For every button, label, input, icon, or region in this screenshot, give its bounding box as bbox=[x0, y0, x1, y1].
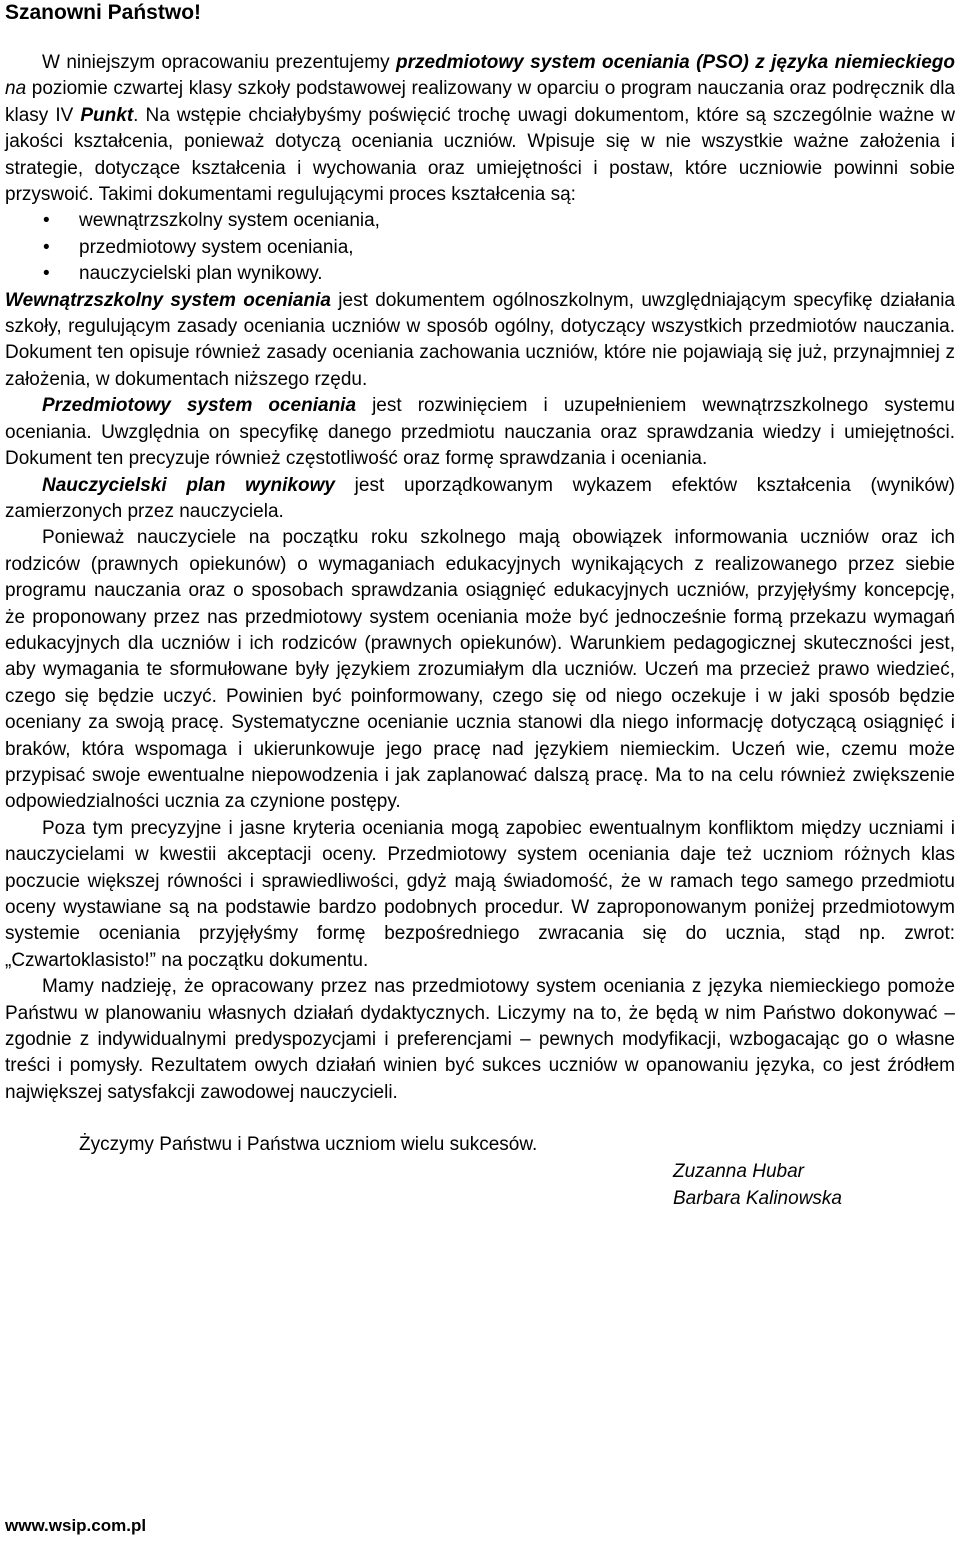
list-item bbox=[5, 261, 955, 287]
author-name: Barbara Kalinowska bbox=[673, 1187, 842, 1209]
list-item bbox=[5, 208, 955, 234]
intro-paragraph bbox=[5, 50, 955, 208]
wso-text: jest dokumentem ogólnoszkolnym, uwzględniającym specyfikę działania szkoły, regulującym zasady oceniania uczniów w sposób ogólny, dotyczący wszystkich przedmiotów nauczania. Dokument ten opisuje również zasady oceniania zachowania uczniów, które nie pojawiają się już, przynajmniej z założenia, w dokumentach niższego rzędu. bbox=[5, 289, 955, 390]
wishes-line: Życzymy Państwu i Państwa uczniom wielu sukcesów. bbox=[79, 1134, 538, 1156]
bullet-icon: • bbox=[43, 236, 50, 258]
list-item-label: nauczycielski plan wynikowy. bbox=[79, 263, 323, 285]
documents-list bbox=[5, 208, 955, 287]
signatures-block bbox=[5, 1159, 955, 1212]
wso-paragraph bbox=[5, 288, 955, 394]
intro-text-3: poziomie czwartej klasy szkoły podstawowej realizowany w oparciu o program nauczania oraz podręcznik dla klasy IV bbox=[5, 78, 955, 126]
intro-bold-punkt: Punkt bbox=[80, 104, 134, 126]
besides-paragraph: Poza tym precyzyjne i jasne kryteria oceniania mogą zapobiec ewentualnym konfliktom między uczniami i nauczycielami w kwestii akceptacji oceny. Przedmiotowy system oceniania daje też uczniom różnych klas poczucie większej równości i sprawiedliwości, gdyż mają świadomość, że w ramach tego samego przedmiotu oceny wystawiane są na podstawie bardzo podobnych procedur. W zaproponowanym poniżej przedmiotowym systemie oceniania przyjęłyśmy formę bezpośredniego zwracania się do ucznia, stąd np. zwrot: „Czwartoklasisto!” na początku dokumentu. bbox=[5, 817, 955, 971]
npw-text: jest uporządkowanym wykazem efektów kształcenia (wyników) zamierzonych przez nauczyciela. bbox=[5, 474, 955, 522]
hope-paragraph: Mamy nadzieję, że opracowany przez nas przedmiotowy system oceniania z języka niemieckiego pomoże Państwu w planowaniu własnych działań dydaktycznych. Liczymy na to, że będą w nim Państwo dokonywać – zgodnie z indywidualnymi predyspozycjami i preferencjami – pewnych modyfikacji, wzbogacając go o własne treści i pomysły. Rezultatem owych działań winien być sukces uczniów w opanowaniu języka, co jest źródłem największej satysfakcji zawodowej nauczycieli. bbox=[5, 976, 955, 1103]
list-item bbox=[5, 235, 955, 261]
pso-term: Przedmiotowy system oceniania bbox=[42, 395, 357, 417]
because-paragraph: Ponieważ nauczyciele na początku roku szkolnego mają obowiązek informowania uczniów oraz ich rodziców (prawnych opiekunów) o wymaganiach edukacyjnych wynikających z realizowanego przez siebie programu nauczania oraz o sposobach sprawdzania osiągnięć edukacyjnych uczniów, przyjęłyśmy koncepcję, że proponowany przez nas przedmiotowy system oceniania może być jednocześnie formą przekazu wymagań edukacyjnych dla uczniów i ich rodziców (prawnych opiekunów). Warunkiem pedagogicznej skuteczności jest, aby wymagania te sformułowane były językiem zrozumiałym dla uczniów. Uczeń ma przecież prawo wiedzieć, czego się będzie uczyć. Powinien być poinformowany, czego się od niego oczekuje i w jaki sposób będzie oceniany za swoją pracę. Systematyczne ocenianie ucznia stanowi dla niego informację dotyczącą osiągnięć i braków, która wspomaga i ukierunkowuje jego pracę nad językiem niemieckim. Uczeń wie, czemu może przypisać swoje ewentualne niepowodzenia i jak zaplanować dalszą pracę. Ma to na celu również zwiększenie odpowiedzialności ucznia za czynione postępy. bbox=[5, 527, 955, 813]
list-item-label: wewnątrzszkolny system oceniania, bbox=[79, 210, 380, 232]
document-page bbox=[5, 0, 955, 1212]
footer-url: www.wsip.com.pl bbox=[5, 1516, 147, 1535]
wso-term: Wewnątrzszkolny system oceniania bbox=[5, 289, 331, 311]
bullet-icon: • bbox=[43, 210, 50, 232]
pso-paragraph bbox=[5, 393, 955, 472]
author-name: Zuzanna Hubar bbox=[673, 1161, 804, 1183]
intro-text-1: W niniejszym opracowaniu prezentujemy bbox=[42, 52, 397, 73]
bullet-icon: • bbox=[43, 263, 50, 285]
intro-italic-na: na bbox=[5, 78, 27, 100]
npw-paragraph bbox=[5, 473, 955, 526]
pso-text: jest rozwinięciem i uzupełnieniem wewnątrzszkolnego systemu oceniania. Uwzględnia on specyfikę danego przedmiotu nauczania oraz sprawdzania wiedzy i umiejętności. Dokument ten precyzuje również częstotliwość oraz formę sprawdzania i oceniania. bbox=[5, 395, 955, 470]
intro-text-4: . Na wstępie chciałybyśmy poświęcić trochę uwagi dokumentom, które są szczególnie ważne w jakości kształcenia, ponieważ dotyczą oceniania uczniów. Wpisuje się w nie wszystkie ważne założenia i strategie, dotyczące kształcenia i wychowania oraz umiejętności i postaw, które uczniowie powinni sobie przyswoić. Takimi dokumentami regulującymi proces kształcenia są: bbox=[5, 104, 955, 206]
npw-term: Nauczycielski plan wynikowy bbox=[42, 474, 335, 496]
greeting-heading: Szanowni Państwo! bbox=[5, 1, 202, 24]
intro-bold-pso: przedmiotowy system oceniania (PSO) z języka niemieckiego bbox=[396, 52, 955, 73]
list-item-label: przedmiotowy system oceniania, bbox=[79, 236, 354, 258]
